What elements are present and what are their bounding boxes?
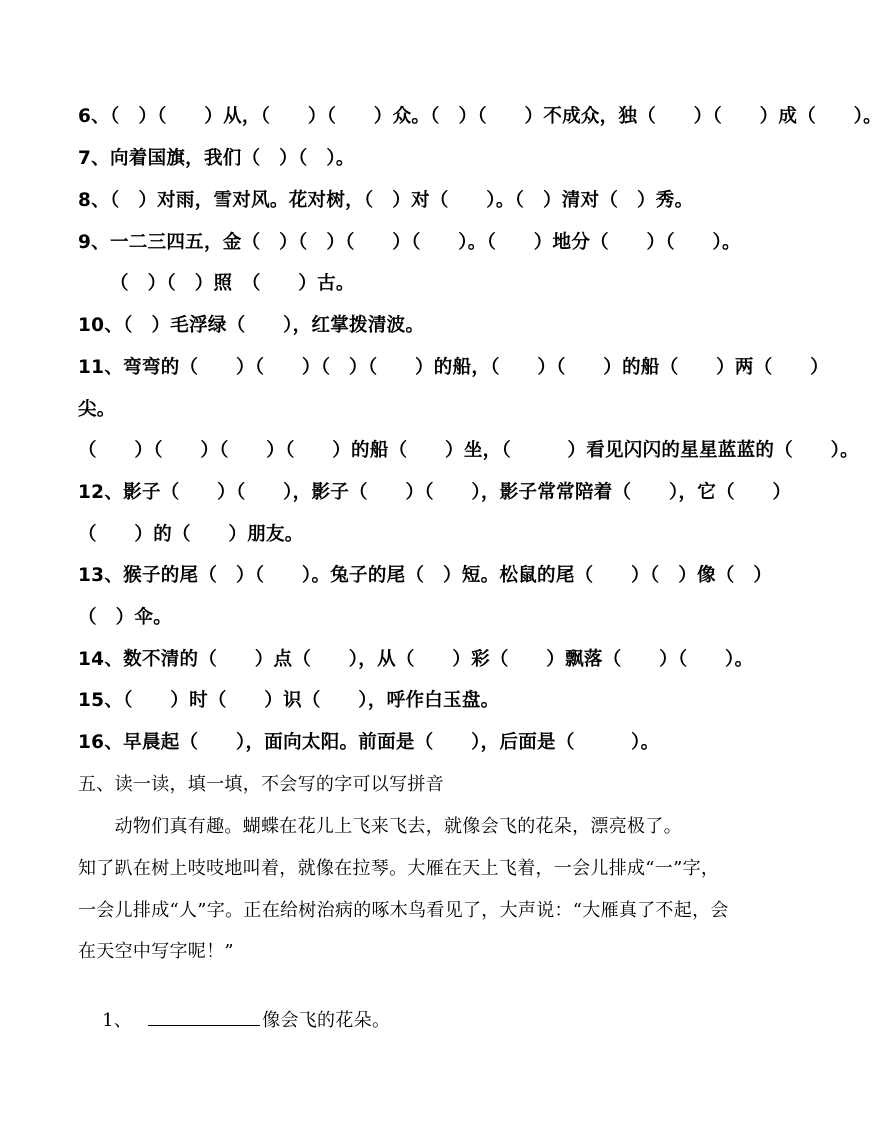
question-1-text: 像会飞的花朵。 — [262, 1010, 391, 1031]
item-13-continued: （ ）伞。 — [78, 607, 173, 628]
item-16: 16、早晨起（ ），面向太阳。前面是（ ），后面是（ ）。 — [78, 732, 660, 753]
question-1 — [78, 983, 390, 1057]
passage-line-4: 在天空中写字呢！” — [78, 941, 234, 962]
passage-line-2: 知了趴在树上吱吱地叫着，就像在拉琴。大雁在天上飞着，一会儿排成“一”字， — [78, 858, 720, 879]
item-9: 9、一二三四五，金（ ）（ ）（ ）（ ）。（ ）地分（ ）（ ）。 — [78, 232, 741, 253]
section-5-title: 五、读一读，填一填，不会写的字可以写拼音 — [78, 774, 444, 795]
item-12: 12、影子（ ）（ ），影子（ ）（ ），影子常常陪着（ ），它（ ） — [78, 482, 792, 503]
passage-line-1: 动物们真有趣。蝴蝶在花儿上飞来飞去，就像会飞的花朵，漂亮极了。 — [78, 816, 682, 837]
item-11-continued-2: （ ）（ ）（ ）（ ）的船（ ）坐，（ ）看见闪闪的星星蓝蓝的（ ）。 — [78, 440, 859, 461]
item-12-continued: （ ）的（ ）朋友。 — [78, 524, 304, 545]
item-7: 7、向着国旗，我们（ ）（ ）。 — [78, 148, 355, 169]
item-10: 10、（ ）毛浮绿（ ），红掌拨清波。 — [78, 315, 425, 336]
item-15: 15、（ ）时（ ）识（ ），呼作白玉盘。 — [78, 690, 500, 711]
question-1-number: 1、 — [102, 1010, 133, 1031]
item-14: 14、数不清的（ ）点（ ），从（ ）彩（ ）飘落（ ）（ ）。 — [78, 649, 754, 670]
answer-blank[interactable] — [148, 1007, 260, 1026]
item-6: 6、（ ）（ ）从，（ ）（ ）众。（ ）（ ）不成众，独（ ）（ ）成（ ）。 — [78, 106, 882, 127]
passage-line-3: 一会儿排成“人”字。正在给树治病的啄木鸟看见了，大声说：“大雁真了不起，会 — [78, 900, 729, 921]
item-9-continued: （ ）（ ）照 （ ）古。 — [110, 273, 355, 294]
item-13: 13、猴子的尾（ ）（ ）。兔子的尾（ ）短。松鼠的尾（ ）（ ）像（ ） — [78, 565, 773, 586]
item-11: 11、弯弯的（ ）（ ）（ ）（ ）的船，（ ）（ ）的船（ ）两（ ） — [78, 357, 829, 378]
item-8: 8、（ ）对雨，雪对风。花对树，（ ）对（ ）。（ ）清对（ ）秀。 — [78, 190, 694, 211]
item-11-continued-1: 尖。 — [78, 399, 116, 420]
